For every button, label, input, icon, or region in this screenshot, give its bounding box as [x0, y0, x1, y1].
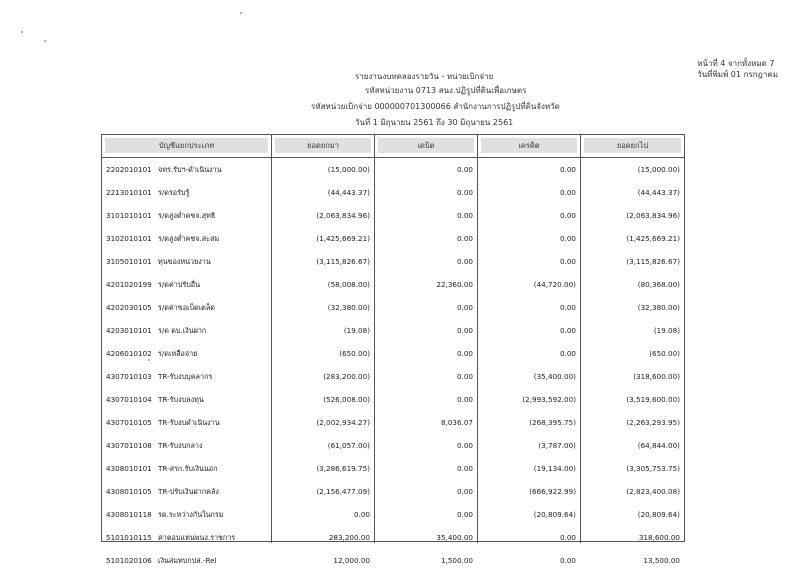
- debit-cell: 0.00: [456, 464, 473, 473]
- opening-cell: (650.00): [339, 349, 370, 358]
- table-header: [102, 135, 684, 158]
- table-row-account: [102, 227, 271, 250]
- period-line: วันที่ 1 มิถุนายน 2561 ถึง 30 มิถุนายน 2561: [355, 118, 514, 127]
- closing-cell: (32,380.00): [637, 303, 680, 312]
- table-row-account: [102, 158, 271, 181]
- credit-cell: 0.00: [559, 326, 576, 335]
- account-code: 4307010108: [106, 441, 152, 450]
- account-code: 2213010101: [106, 188, 152, 197]
- closing-cell: (2,063,834.96): [626, 211, 680, 220]
- table-row-account: [102, 434, 271, 457]
- page-info: [697, 58, 778, 80]
- credit-cell: 0.00: [559, 165, 576, 174]
- credit-cell: 0.00: [559, 188, 576, 197]
- closing-cell: (80,368.00): [637, 280, 680, 289]
- table-row-account: [102, 319, 271, 342]
- account-name: ร/ด ดบ.เงินฝาก: [158, 326, 207, 335]
- account-name: ทุนของหน่วยงาน: [158, 257, 211, 266]
- opening-cell: (3,115,826.67): [316, 257, 370, 266]
- table-row-account: [102, 342, 271, 365]
- opening-cell: (526,008.00): [323, 395, 370, 404]
- opening-cell: (32,380.00): [327, 303, 370, 312]
- debit-cell: 35,400.00: [436, 533, 473, 542]
- opening-column: [272, 158, 375, 565]
- debit-cell: 0.00: [456, 257, 473, 266]
- closing-column: [581, 158, 684, 565]
- report-title: รายงานงบทดลองรายวัน - หน่วยเบิกจ่าย: [355, 72, 494, 81]
- col-header-closing: ยอดยกไป: [581, 135, 684, 157]
- account-name: เงินสมทบกปส.-Rel: [158, 556, 217, 565]
- scan-speck: [21, 31, 23, 33]
- credit-cell: (2,993,592.00): [522, 395, 576, 404]
- account-code: 5101010115: [106, 533, 152, 542]
- credit-cell: (666,922.99): [529, 487, 576, 496]
- account-code: 4206010102: [106, 349, 152, 358]
- credit-cell: (3,787.00): [538, 441, 576, 450]
- opening-cell: (15,000.00): [327, 165, 370, 174]
- opening-cell: (2,156,477.09): [316, 487, 370, 496]
- account-name: ร/ดรอรับรู้: [158, 188, 190, 197]
- col-header-credit: เครดิต: [478, 135, 581, 157]
- credit-cell: (20,809.64): [533, 510, 576, 519]
- debit-cell: 0.00: [456, 188, 473, 197]
- account-code: 4308010118: [106, 510, 152, 519]
- debit-cell: 0.00: [456, 487, 473, 496]
- account-name: ร/ดสูงต่ำคชจ.สะสม: [158, 234, 220, 243]
- credit-cell: 0.00: [559, 211, 576, 220]
- table-row-account: [102, 503, 271, 526]
- closing-cell: (20,809.64): [637, 510, 680, 519]
- account-code: 4307010103: [106, 372, 152, 381]
- debit-cell: 0.00: [456, 326, 473, 335]
- account-column: [102, 158, 272, 565]
- account-name: TR-รับงบกลาง: [158, 441, 203, 450]
- closing-cell: (3,115,826.67): [626, 257, 680, 266]
- account-name: TR-สรก.รับเงินนอก: [158, 464, 218, 473]
- closing-cell: (3,305,753.75): [626, 464, 680, 473]
- closing-cell: (650.00): [649, 349, 680, 358]
- table-row-account: [102, 480, 271, 503]
- account-code: 2202010101: [106, 165, 152, 174]
- closing-cell: (318,600.00): [633, 372, 680, 381]
- opening-cell: 0.00: [353, 510, 370, 519]
- closing-cell: (3,519,600.00): [626, 395, 680, 404]
- opening-cell: (2,002,934.27): [316, 418, 370, 427]
- account-code: 3101010101: [106, 211, 152, 220]
- table-row-account: [102, 204, 271, 227]
- debit-cell: 0.00: [456, 395, 473, 404]
- credit-cell: 0.00: [559, 234, 576, 243]
- opening-cell: (2,063,834.96): [316, 211, 370, 220]
- table-row-account: [102, 250, 271, 273]
- account-code: 4307010104: [106, 395, 152, 404]
- table-body: [102, 158, 684, 565]
- closing-cell: 13,500.00: [643, 556, 680, 565]
- account-name: จทร.รับฯ-ดำเนินงาน: [158, 165, 222, 174]
- account-code: 4202030105: [106, 303, 152, 312]
- agency-line: รหัสหน่วยงาน 0713 สนง.ปฏิรูปที่ดินเพื่อเกษตร: [365, 86, 527, 95]
- credit-cell: (19,134.00): [533, 464, 576, 473]
- closing-cell: (19.08): [653, 326, 680, 335]
- opening-cell: (44,443.37): [327, 188, 370, 197]
- account-code: 4201020199: [106, 280, 152, 289]
- debit-cell: 0.00: [456, 372, 473, 381]
- account-code: 4308010105: [106, 487, 152, 496]
- scan-speck: [44, 40, 46, 42]
- credit-cell: 0.00: [559, 349, 576, 358]
- table-row-account: [102, 526, 271, 549]
- account-name: ร/ดค่าปรับอื่น: [158, 280, 201, 289]
- debit-cell: 0.00: [456, 349, 473, 358]
- opening-cell: (3,286,619.75): [316, 464, 370, 473]
- account-code: 5101020106: [106, 556, 152, 565]
- col-header-opening: ยอดยกมา: [272, 135, 375, 157]
- col-header-debit: เดบิต: [375, 135, 478, 157]
- credit-cell: (35,400.00): [533, 372, 576, 381]
- debit-column: [375, 158, 478, 565]
- closing-cell: 318,600.00: [638, 533, 680, 542]
- table-row-account: [102, 273, 271, 296]
- credit-cell: 0.00: [559, 257, 576, 266]
- table-row-account: [102, 296, 271, 319]
- debit-cell: 0.00: [456, 165, 473, 174]
- closing-cell: (15,000.00): [637, 165, 680, 174]
- debit-cell: 22,360.00: [436, 280, 473, 289]
- credit-cell: 0.00: [559, 533, 576, 542]
- credit-cell: 0.00: [559, 303, 576, 312]
- table-row-account: [102, 457, 271, 480]
- col-header-account: บัญชีแยกประเภท: [102, 135, 272, 157]
- table-row-account: [102, 181, 271, 204]
- credit-cell: (44,720.00): [533, 280, 576, 289]
- opening-cell: 12,000.00: [333, 556, 370, 565]
- debit-cell: 0.00: [456, 234, 473, 243]
- debit-cell: 0.00: [456, 510, 473, 519]
- account-name: ร/ดเหลือจ่าย: [158, 349, 198, 358]
- opening-cell: (58,008.00): [327, 280, 370, 289]
- disbursing-unit-line: รหัสหน่วยเบิกจ่าย 000000701300066 สำนักงานการปฏิรูปที่ดินจังหวัด: [311, 102, 560, 111]
- trial-balance-table: [101, 134, 685, 565]
- account-name: TR-ปรับเงินฝากคลัง: [158, 487, 219, 496]
- table-row-account: [102, 388, 271, 411]
- credit-column: [478, 158, 581, 565]
- scan-speck: [240, 12, 242, 14]
- account-name: ค่าตอบแทนพนง.ราชการ: [158, 533, 236, 542]
- opening-cell: (19.08): [343, 326, 370, 335]
- account-name: ร/ดค่าขอเบ็ดเตล็ด: [158, 303, 215, 312]
- page-number: หน้าที่ 4 จากทั้งหมด 7: [697, 59, 775, 68]
- account-name: ร/ดสูงต่ำคชจ.สุทธิ: [158, 211, 216, 220]
- opening-cell: (61,057.00): [327, 441, 370, 450]
- account-name: TR-รับงบลงทุน: [158, 395, 204, 404]
- account-name: รด.ระหว่างกันในกรม: [158, 510, 224, 519]
- debit-cell: 8,036.07: [440, 418, 473, 427]
- account-code: 3105010101: [106, 257, 152, 266]
- account-code: 4307010105: [106, 418, 152, 427]
- table-row-account: [102, 411, 271, 434]
- credit-cell: 0.00: [559, 556, 576, 565]
- table-row-account: [102, 365, 271, 388]
- opening-cell: (1,425,669.21): [316, 234, 370, 243]
- closing-cell: (64,844.00): [637, 441, 680, 450]
- debit-cell: 0.00: [456, 441, 473, 450]
- print-date: วันที่พิมพ์ 01 กรกฎาคม: [697, 70, 778, 79]
- account-code: 4308010101: [106, 464, 152, 473]
- debit-cell: 0.00: [456, 303, 473, 312]
- credit-cell: (268,395.75): [529, 418, 576, 427]
- debit-cell: 0.00: [456, 211, 473, 220]
- opening-cell: 283,200.00: [328, 533, 370, 542]
- scan-speck: [148, 359, 150, 361]
- table-row-account: [102, 549, 271, 572]
- account-name: TR-รับงบดำเนินงาน: [158, 418, 220, 427]
- closing-cell: (44,443.37): [637, 188, 680, 197]
- debit-cell: 1,500.00: [440, 556, 473, 565]
- account-code: 4203010101: [106, 326, 152, 335]
- account-code: 3102010101: [106, 234, 152, 243]
- closing-cell: (2,823,400.08): [626, 487, 680, 496]
- account-name: TR-รับงบบุคลากร: [158, 372, 213, 381]
- closing-cell: (1,425,669.21): [626, 234, 680, 243]
- closing-cell: (2,263,293.95): [626, 418, 680, 427]
- opening-cell: (283,200.00): [323, 372, 370, 381]
